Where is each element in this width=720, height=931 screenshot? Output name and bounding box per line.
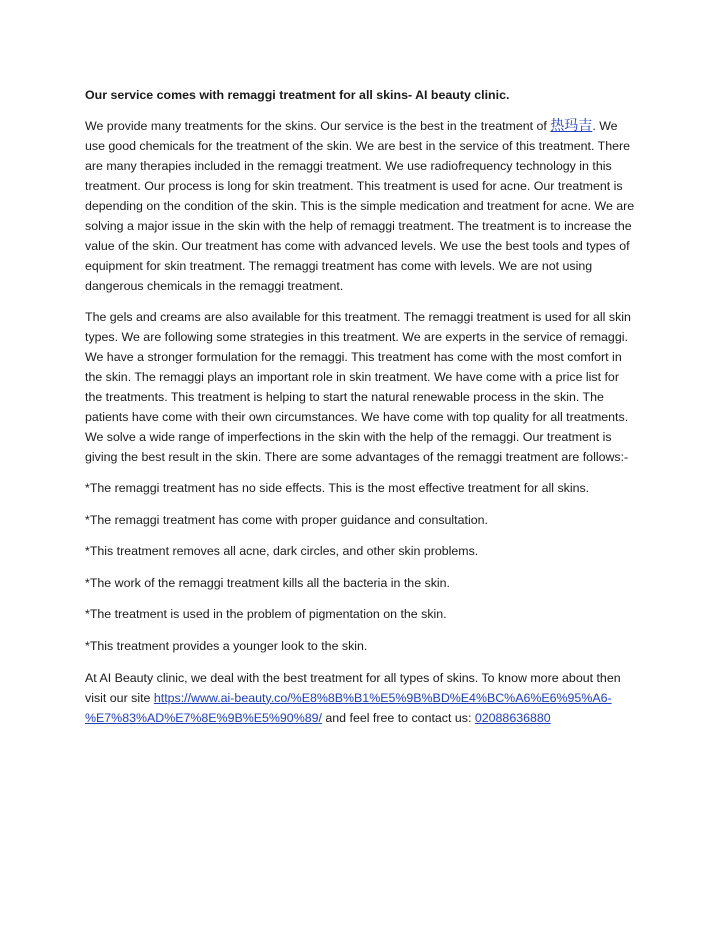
document-title: Our service comes with remaggi treatment for all skins- AI beauty clinic. xyxy=(85,88,510,102)
phone-link[interactable]: 02088636880 xyxy=(474,710,551,725)
bullet-item: *This treatment provides a younger look to the skin. xyxy=(85,638,368,653)
bullet-item: *The treatment is used in the problem of pigmentation on the skin. xyxy=(85,607,447,622)
paragraph-1-text-start: We provide many treatments for the skins. Our service is the best in the treatment of xyxy=(85,119,551,133)
thermage-link[interactable]: 热玛吉 xyxy=(550,117,593,133)
paragraph-1 xyxy=(85,115,637,296)
closing-text-middle: and feel free to contact us: xyxy=(321,710,475,725)
closing-text-start: At AI Beauty clinic, we deal with the best treatment for all types of skins. To know more about then visit our site xyxy=(85,670,621,705)
document-body xyxy=(85,85,637,739)
bullet-item: *The remaggi treatment has no side effects. This is the most effective treatment for all skins. xyxy=(85,481,590,495)
bullet-item: *This treatment removes all acne, dark circles, and other skin problems. xyxy=(85,544,479,559)
bullet-item: *The remaggi treatment has come with proper guidance and consultation. xyxy=(85,512,488,527)
paragraph-1-text-rest: . We use good chemicals for the treatment of the skin. We are best in the service of this treatment. There are many therapies included in the remaggi treatment. We use radiofrequency technology in this treatment. Our process is long for skin treatment. This treatment is used for acne. Our treatment is depending on the condition of the skin. This is the simple medication and treatment for acne. We are solving a major issue in the skin with the help of remaggi treatment. The treatment is to increase the value of the skin. Our treatment has come with advanced levels. We use the best tools and types of equipment for skin treatment. The remaggi treatment has come with levels. We are not using dangerous chemicals in the remaggi treatment. xyxy=(85,119,635,293)
paragraph-2: The gels and creams are also available for this treatment. The remaggi treatment is used for all skin types. We are following some strategies in this treatment. We are experts in the service of remaggi. We have a stronger formulation for the remaggi. This treatment has come with the most comfort in the skin. The remaggi plays an important role in skin treatment. We have come with a price list for the treatments. This treatment is helping to start the natural renewable process in the skin. The patients have come with their own circumstances. We have come with top quality for all treatments. We solve a wide range of imperfections in the skin with the help of the remaggi. Our treatment is giving the best result in the skin. There are some advantages of the remaggi treatment are follows:- xyxy=(85,310,631,464)
site-link[interactable]: https://www.ai-beauty.co/%E8%8B%B1%E5%9B%BD%E4%BC%A6%E6%95%A6-%E7%83%AD%E7%8E%9B%E5%90%89/ xyxy=(85,690,612,725)
bullet-item: *The work of the remaggi treatment kills all the bacteria in the skin. xyxy=(85,575,451,590)
closing-paragraph xyxy=(85,668,637,728)
